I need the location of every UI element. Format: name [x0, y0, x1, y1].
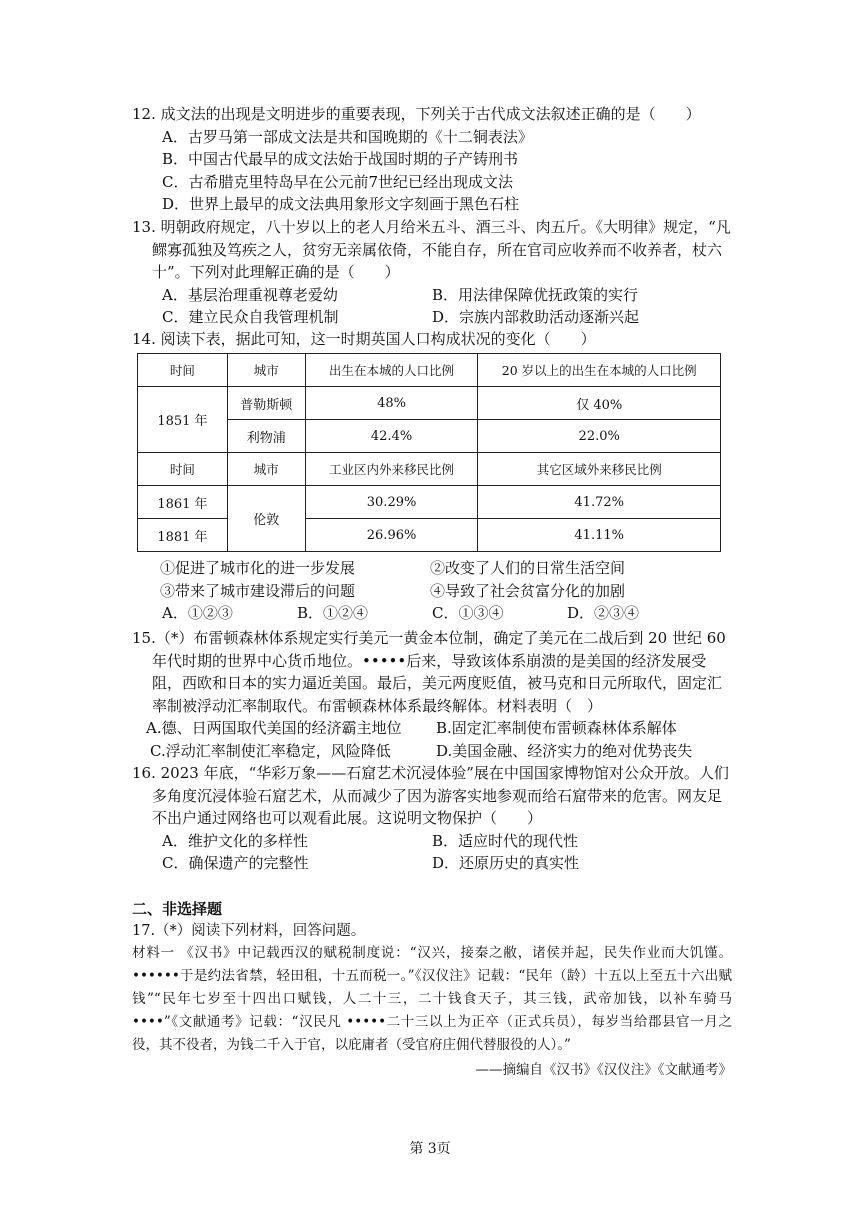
table-header-cell: 出生在本城的人口比例	[305, 354, 478, 387]
question-12-option-d: D．世界上最早的成文法典用象形文字刻画于黑色石柱	[162, 195, 520, 213]
question-14-option-b: B．①②④	[297, 604, 369, 622]
section-heading: 二、非选择题	[132, 900, 223, 918]
question-12-option-a: A．古罗马第一部成文法是共和国晚期的《十二铜表法》	[162, 127, 533, 146]
population-table	[137, 353, 721, 552]
question-14-item-1: ①促进了城市化的进一步发展	[160, 559, 356, 577]
question-12-option-c: C．古希腊克里特岛早在公元前7世纪已经出现成文法	[162, 172, 514, 191]
table-header-cell: 工业区内外来移民比例	[305, 453, 478, 486]
question-15-option-a: A.德、日两国取代美国的经济霸主地位	[146, 719, 402, 737]
question-14-option-d: D．②③④	[567, 604, 640, 622]
table-cell-value: 42.4%	[305, 420, 478, 453]
question-14-option-c: C．①③④	[432, 604, 504, 622]
question-14-option-a: A．①②③	[162, 604, 233, 622]
table-cell-city: 伦敦	[227, 486, 305, 552]
table-header-cell: 其它区域外来移民比例	[478, 453, 721, 486]
question-17-material: 材料一 《汉书》中记载西汉的赋税制度说：“汉兴，接秦之敝，诸侯并起，民失作业而大饥馑。••••••于是约法省禁，轻田租，十五而税一。”《汉仪注》记载：“民年（龄）十五以上至五十六出赋钱”“民年七岁至十四出口赋钱，人二十三，二十钱食天子，其三钱，武帝加钱，以补车骑马 ••••”《文献通考》记载：“汉民凡 •••••二十三以上为正卒（正式兵员），每岁当给郡县官一月之役，其不役者，为钱二千入于官，以庇庸者（受官府庄佣代替服役的人）。”	[132, 945, 732, 1053]
table-cell-city: 普勒斯顿	[227, 387, 305, 420]
question-16-option-a: A．维护文化的多样性	[162, 831, 308, 850]
table-header-row	[138, 354, 721, 387]
question-15-option-b: B.固定汇率制使布雷顿森林体系解体	[436, 719, 677, 737]
table-cell-value: 仅 40%	[478, 387, 721, 420]
question-12	[132, 103, 732, 216]
question-16	[132, 762, 732, 875]
question-13-stem: 13. 明朝政府规定，八十岁以上的老人月给米五斗、酒三斗、肉五斤。《大明律》规定，“凡鳏寡孤独及笃疾之人，贫穷无亲属依倚，不能自存，所在官司应收养而不收养者，杖六十”。下列对此理解正确的是（ ）	[132, 218, 731, 281]
table-cell-value: 22.0%	[478, 420, 721, 453]
question-13-option-b: B．用法律保障优抚政策的实行	[432, 285, 639, 304]
table-cell-value: 41.72%	[478, 486, 721, 519]
question-17	[132, 920, 732, 1081]
table-row	[138, 486, 721, 519]
question-12-stem: 12. 成文法的出现是文明进步的重要表现，下列关于古代成文法叙述正确的是（ ）	[132, 105, 701, 123]
question-16-option-b: B．适应时代的现代性	[432, 831, 579, 850]
question-12-option-b: B．中国古代最早的成文法始于战国时期的子产铸刑书	[162, 150, 519, 168]
table-cell-value: 41.11%	[478, 519, 721, 552]
table-header-cell: 时间	[138, 354, 228, 387]
question-14-choices	[132, 557, 732, 625]
question-16-option-c: C．确保遗产的完整性	[162, 854, 309, 872]
table-cell-year: 1861 年	[138, 486, 228, 519]
question-14-stem: 14. 阅读下表，据此可知，这一时期英国人口构成状况的变化（ ）	[132, 330, 596, 348]
question-14-item-3: ③带来了城市建设滞后的问题	[160, 581, 356, 600]
question-13-option-a: A．基层治理重视尊老爱幼	[162, 285, 338, 304]
table-header-cell: 20 岁以上的出生在本城的人口比例	[478, 354, 721, 387]
question-17-stem: 17.（*）阅读下列材料，回答问题。	[132, 923, 366, 939]
table-cell-city: 利物浦	[227, 420, 305, 453]
question-15-stem: 15.（*）布雷顿森林体系规定实行美元一黄金本位制，确定了美元在二战后到 20 世纪 60 年代时期的世界中心货币地位。•••••后来，导致该体系崩溃的是美国的经济发展受阻，西欧和日本的实力逼近美国。最后，美元两度贬值，被马克和日元所取代，固定汇率制被浮动汇率制取代。布雷顿森林体系最终解体。材料表明（ ）	[132, 629, 726, 715]
question-16-stem: 16. 2023 年底，“华彩万象——石窟艺术沉浸体验”展在中国国家博物馆对公众开放。人们多角度沉浸体验石窟艺术，从而减少了因为游客实地参观而给石窟带来的危害。网友足不出户通过网络也可以观看此展。这说明文物保护（ ）	[132, 764, 729, 827]
question-15	[132, 627, 732, 762]
question-13-option-c: C．建立民众自我管理机制	[162, 308, 339, 326]
table-header-cell: 城市	[227, 453, 305, 486]
table-cell-year: 1851 年	[138, 387, 228, 453]
question-14-item-2: ②改变了人们的日常生活空间	[430, 559, 626, 577]
question-13-option-d: D．宗族内部救助活动逐渐兴起	[432, 308, 640, 326]
table-header-row	[138, 453, 721, 486]
question-13	[132, 216, 732, 329]
table-cell-value: 48%	[305, 387, 478, 420]
question-15-option-d: D.美国金融、经济实力的绝对优势丧失	[436, 741, 693, 760]
table-cell-year: 1881 年	[138, 519, 228, 552]
table-header-cell: 城市	[227, 354, 305, 387]
page-number: 第 3页	[409, 1141, 451, 1157]
table-cell-value: 26.96%	[305, 519, 478, 552]
question-14-item-4: ④导致了社会贫富分化的加剧	[430, 581, 626, 600]
table-row	[138, 519, 721, 552]
question-16-option-d: D．还原历史的真实性	[432, 854, 580, 872]
table-cell-value: 30.29%	[305, 486, 478, 519]
question-17-source: ——摘编自《汉书》《汉仪注》《文献通考》	[475, 1062, 732, 1078]
table-header-cell: 时间	[138, 453, 228, 486]
question-14	[132, 328, 732, 351]
table-row	[138, 387, 721, 420]
question-15-option-c: C.浮动汇率制使汇率稳定，风险降低	[150, 741, 391, 760]
